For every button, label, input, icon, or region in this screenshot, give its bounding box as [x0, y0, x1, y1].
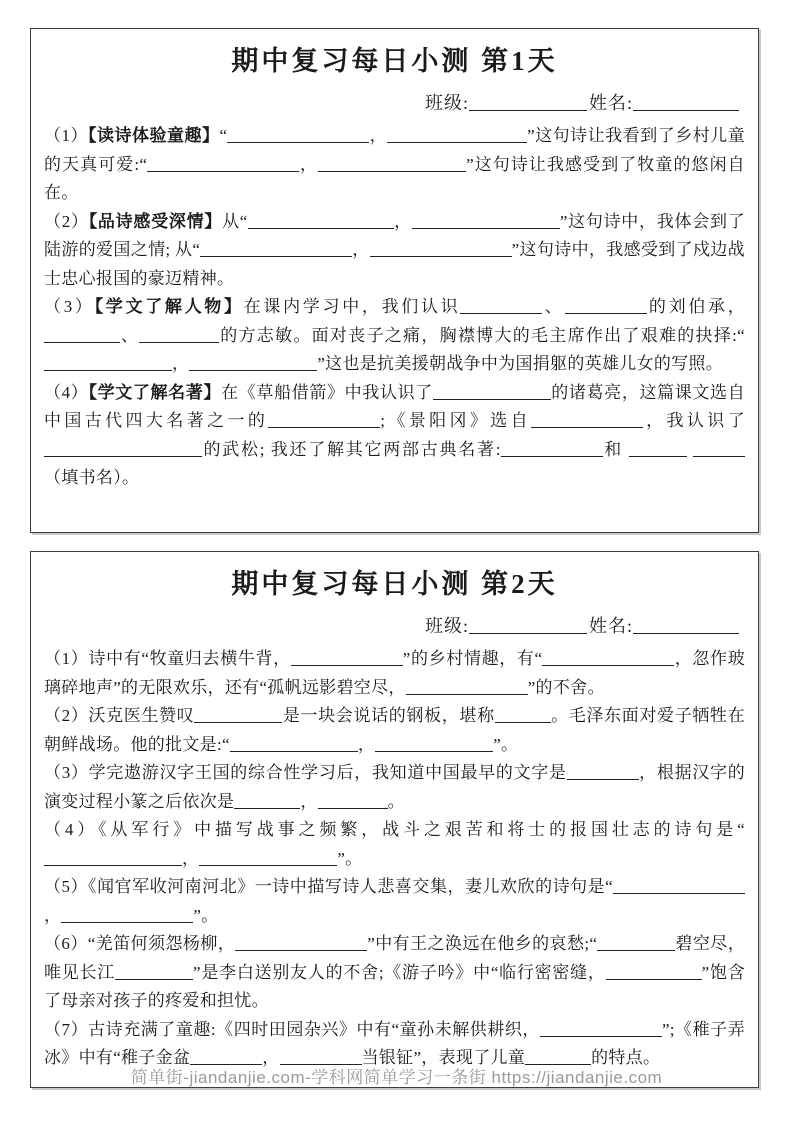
question [44, 816, 745, 873]
question-text: ， [393, 211, 412, 231]
question-text: 的诸葛亮，这篇课文选自中国古代四大名著之一的 [44, 382, 745, 430]
class-blank-line [469, 615, 587, 634]
question-text: 【读诗体验童趣】 [88, 126, 220, 145]
answer-blank [268, 410, 380, 428]
question-text: 是一块会说话的钢板，堪称 [282, 706, 495, 725]
question-text: 的特点。 [591, 1048, 661, 1067]
name-blank-line [633, 615, 739, 634]
question-text: ”这句诗让我看到了乡村儿童的天真可爱:“ [44, 126, 745, 174]
answer-blank [629, 439, 687, 457]
question-text: 碧空尽，唯见长江 [44, 934, 745, 982]
answer-blank [565, 296, 647, 314]
answer-blank [693, 439, 745, 457]
answer-blank [200, 239, 352, 257]
card-title: 期中复习每日小测 第2天 [231, 569, 558, 599]
question-text: 在课内学习中，我们认识 [243, 297, 461, 316]
answer-blank [606, 962, 702, 980]
question-text: 【学文了解名著】 [88, 382, 222, 402]
question-text: ， [182, 848, 200, 868]
answer-blank [248, 211, 394, 229]
quiz-card-day-1 [30, 28, 759, 533]
answer-blank [370, 239, 512, 257]
question [44, 645, 745, 702]
answer-blank [387, 125, 527, 143]
question-text: （5）《闻官军收河南河北》一诗中描写诗人悲喜交集，妻儿欢欣的诗句是“ [44, 877, 613, 896]
question-text: ”的乡村情趣，有“ [402, 649, 543, 668]
answer-blank [375, 734, 493, 752]
answer-blank [234, 791, 300, 809]
class-blank-line [469, 92, 587, 111]
question-text: ， [369, 126, 388, 145]
question-text: 在《草船借箭》中我认识了 [221, 382, 433, 402]
question-text: 、 [542, 297, 565, 316]
question-text: ， [172, 354, 190, 373]
answer-blank [61, 905, 193, 923]
answer-blank [412, 211, 560, 229]
question-text: 【学文了解人物】 [94, 297, 244, 316]
question-text: （填书名）。 [44, 468, 140, 487]
student-info-row [44, 90, 739, 116]
answer-blank [199, 848, 337, 866]
question-text: ， [352, 240, 370, 259]
question-text: ”这句诗中，我体会到了陆游的爱国之情; 从“ [44, 211, 745, 259]
question-text: 和 [602, 439, 629, 459]
answer-blank [291, 648, 403, 666]
question-text: ”的不舍。 [527, 677, 605, 697]
name-label: 姓名: [588, 616, 633, 636]
class-label: 班级: [424, 93, 469, 113]
question-text: ，根据汉字的演变过程小篆之后依次是 [44, 763, 745, 811]
question-text: ，忽作玻璃碎地声”的无限欢乐，还有“孤帆远影碧空尽， [44, 649, 745, 697]
question [44, 379, 745, 493]
question-text: 当银钲”，表现了儿童 [361, 1048, 526, 1067]
question-text: ”。 [337, 848, 363, 868]
name-blank-line [633, 92, 739, 111]
answer-blank [540, 1019, 662, 1037]
question-text: 。 [387, 791, 405, 811]
answer-blank [495, 705, 551, 723]
question-text: ， [300, 791, 318, 811]
answer-blank [501, 439, 603, 457]
question-text: （6）“羌笛何须怨杨柳， [44, 934, 236, 953]
question-list [44, 122, 745, 493]
answer-blank [542, 648, 674, 666]
answer-blank [433, 382, 551, 400]
answer-blank [139, 325, 219, 343]
question-text: ，我认识了 [643, 411, 745, 430]
answer-blank [460, 296, 542, 314]
answer-blank [597, 933, 675, 951]
question [44, 930, 745, 1016]
card-title: 期中复习每日小测 第1天 [231, 46, 558, 76]
question-text: ， [262, 1048, 280, 1067]
question-text: （1） [44, 126, 89, 145]
question-text: “ [219, 126, 228, 145]
quiz-card-day-2 [30, 551, 759, 1088]
answer-blank [44, 439, 202, 457]
question [44, 122, 745, 208]
question-text: ， [44, 905, 62, 925]
question-text: ”。 [493, 734, 519, 754]
question-list [44, 645, 745, 1073]
answer-blank [235, 933, 367, 951]
question-text: 、 [120, 325, 140, 345]
answer-blank [189, 353, 317, 371]
question-text: （3） [44, 297, 95, 316]
answer-blank [44, 848, 182, 866]
answer-blank [194, 705, 282, 723]
question [44, 873, 745, 930]
question-text: 从“ [222, 211, 248, 231]
student-info-row [44, 613, 739, 639]
answer-blank [147, 154, 299, 172]
watermark-footer: 简单街-jiandanjie.com-学科网简单学习一条街 https://jiandanjie.com [130, 1068, 663, 1087]
question [44, 702, 745, 759]
answer-blank [44, 325, 120, 343]
question-text: ”饱含了母亲对孩子的疼爱和担忧。 [44, 962, 745, 1010]
question-text: （2） [44, 211, 89, 231]
answer-blank [44, 353, 172, 371]
answer-blank [230, 734, 358, 752]
question-text: （1）诗中有“牧童归去横牛背， [44, 649, 291, 668]
question-text: ”这句诗中，我感受到了戍边战士忠心报国的豪迈精神。 [44, 240, 745, 288]
question-text: （7）古诗充满了童趣:《四时田园杂兴》中有“童孙未解供耕织， [44, 1019, 540, 1039]
question-text: 的方志敏。面对丧子之痛，胸襟博大的毛主席作出了艰难的抉择:“ [219, 325, 745, 345]
class-label: 班级: [424, 616, 469, 636]
question [44, 208, 745, 294]
answer-blank [613, 876, 745, 894]
question-text: ”是李白送别友人的不舍;《游子吟》中“临行密密缝， [193, 962, 606, 982]
question-text: ， [357, 734, 376, 754]
question-text: 的刘伯承， [646, 297, 745, 316]
question-text: 。毛泽东面对爱子牺牲在朝鲜战场。他的批文是:“ [44, 706, 745, 754]
answer-blank [115, 962, 193, 980]
question-text: （2）沃克医生赞叹 [44, 706, 195, 725]
question [44, 759, 745, 816]
question-text: ”这句诗让我感受到了牧童的悠闲自在。 [44, 154, 745, 202]
question-text: 的武松; 我还了解其它两部古典名著: [202, 439, 501, 459]
question-text: 【品诗感受深情】 [88, 211, 223, 231]
name-label: 姓名: [588, 93, 633, 113]
answer-blank [567, 762, 639, 780]
question-text: ;《景阳冈》选自 [380, 411, 532, 430]
answer-blank [406, 677, 528, 695]
answer-blank [227, 125, 369, 143]
answer-blank [531, 410, 643, 428]
question [44, 293, 745, 379]
question-text: （4） [44, 382, 89, 402]
question-text: ”。 [193, 905, 219, 925]
question-text: （4）《从军行》中描写战事之频繁，战斗之艰苦和将士的报国壮志的诗句是“ [44, 820, 745, 839]
answer-blank [318, 154, 466, 172]
question-text: ， [299, 154, 319, 174]
question-text: ”中有王之涣远在他乡的哀愁;“ [367, 934, 598, 953]
answer-blank [318, 791, 388, 809]
question-text: ”这也是抗美援朝战争中为国捐躯的英雄儿女的写照。 [317, 354, 724, 373]
question-text: （3）学完遨游汉字王国的综合性学习后，我知道中国最早的文字是 [44, 763, 567, 782]
question-text: ”;《稚子弄冰》中有“稚子金盆 [44, 1019, 745, 1067]
